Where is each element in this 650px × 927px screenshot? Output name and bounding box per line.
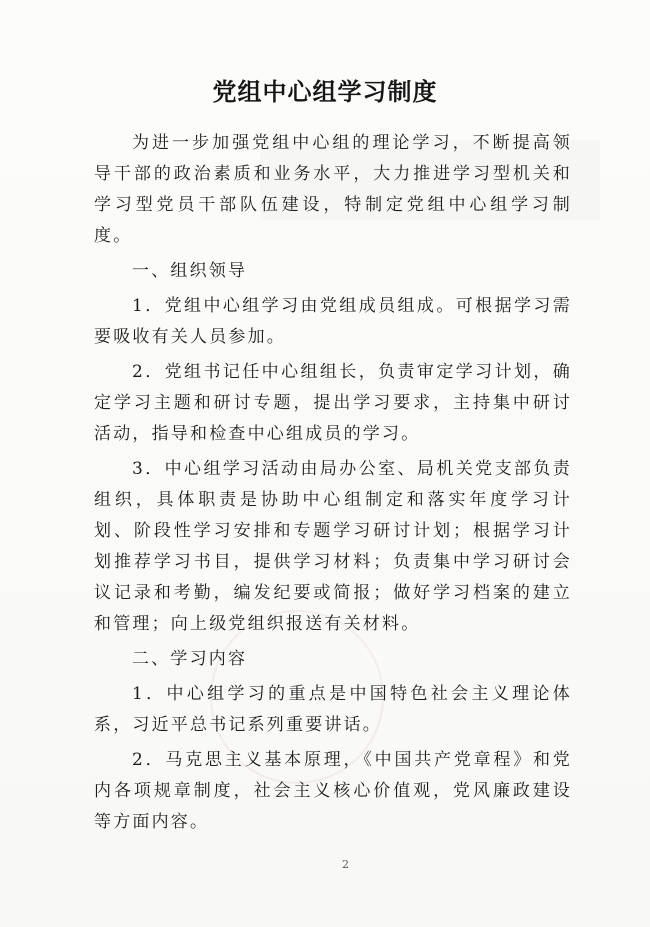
intro-paragraph: 为进一步加强党组中心组的理论学习，不断提高领导干部的政治素质和业务水平，大力推进学习型机关和学习型党员干部队伍建设，特制定党组中心组学习制度。	[94, 133, 572, 246]
content-item-1: 1．中心组学习的重点是中国特色社会主义理论体系，习近平总书记系列重要讲话。	[94, 684, 572, 735]
document-title: 党组中心组学习制度	[212, 77, 438, 106]
organization-item-3: 3．中心组学习活动由局办公室、局机关党支部负责组织，具体职责是协助中心组制定和落实年度学习计划、阶段性学习安排和专题学习研讨计划；根据学习计划推荐学习书目，提供学习材料；负责集中学习研讨会议记录和考勤，编发纪要或简报；做好学习档案的建立和管理；向上级党组织报送有关材料。	[94, 459, 572, 634]
organization-item-1: 1．党组中心组学习由党组成员组成。可根据学习需要吸收有关人员参加。	[94, 296, 572, 347]
section-heading-organization: 一、组织领导	[132, 261, 248, 281]
document-body	[94, 128, 572, 842]
section-heading-content: 二、学习内容	[132, 649, 248, 669]
content-item-2: 2．马克思主义基本原理，《中国共产党章程》和党内各项规章制度，社会主义核心价值观，党风廉政建设等方面内容。	[94, 750, 572, 832]
organization-item-2: 2．党组书记任中心组组长，负责审定学习计划，确定学习主题和研讨专题，提出学习要求，主持集中研讨活动，指导和检查中心组成员的学习。	[94, 362, 572, 444]
page-number: 2	[342, 858, 349, 871]
